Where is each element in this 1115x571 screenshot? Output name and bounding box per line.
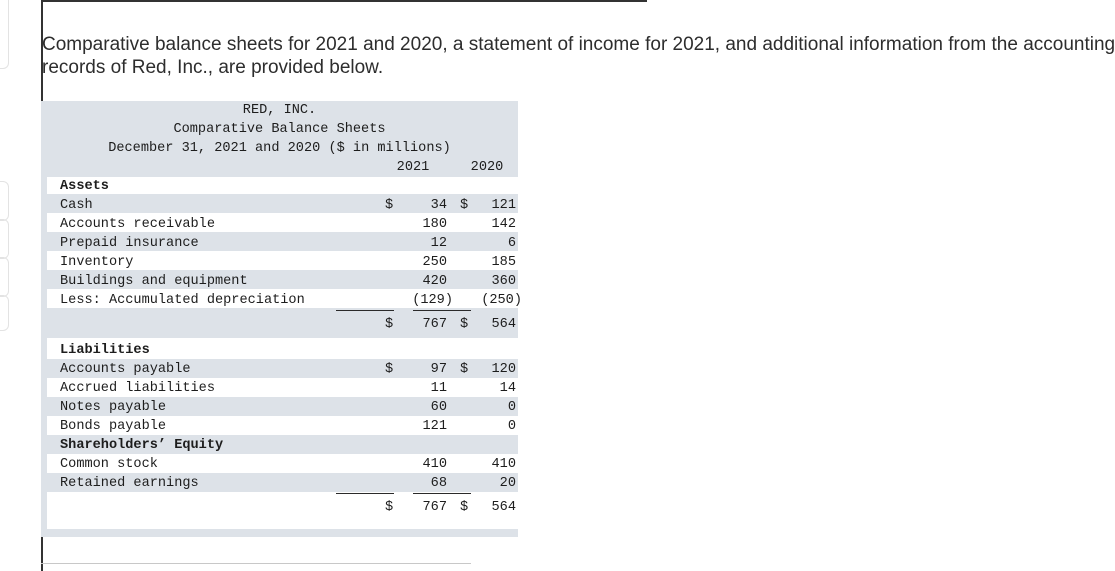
- dollar-sign: $: [385, 362, 394, 377]
- dollar-sign: $: [460, 317, 469, 332]
- value-2020: 0: [507, 419, 516, 434]
- column-header-2020: 2020: [470, 160, 504, 175]
- value-2020: 142: [491, 217, 516, 232]
- value-2021: 121: [422, 419, 447, 434]
- value-2021: 410: [422, 457, 447, 472]
- dollar-sign: $: [460, 362, 469, 377]
- table-row: [47, 379, 518, 398]
- row-label: Retained earnings: [60, 476, 199, 491]
- table-row: [47, 196, 518, 215]
- dollar-sign: $: [385, 500, 394, 515]
- dollar-sign: $: [385, 198, 394, 213]
- value-2021: 420: [422, 274, 447, 289]
- sheet-title: Comparative Balance Sheets: [173, 122, 386, 137]
- underline: [413, 310, 471, 311]
- value-2021: 11: [430, 381, 447, 396]
- sheet-date: December 31, 2021 and 2020 ($ in millions): [108, 141, 451, 156]
- dollar-sign: $: [460, 500, 469, 515]
- total-2020: 564: [491, 500, 516, 515]
- row-label: Prepaid insurance: [60, 236, 199, 251]
- value-2020: 0: [507, 400, 516, 415]
- row-label: Accounts receivable: [60, 217, 215, 232]
- row-label: Inventory: [60, 255, 134, 270]
- value-2020: (250): [481, 293, 522, 308]
- table-row: [47, 474, 518, 493]
- value-2021: 60: [430, 400, 447, 415]
- value-2020: 185: [491, 255, 516, 270]
- total-2021: 767: [422, 500, 447, 515]
- divider: [41, 563, 471, 564]
- side-tab[interactable]: [0, 219, 9, 259]
- value-2020: 121: [491, 198, 516, 213]
- table-row: [47, 215, 518, 234]
- table-row-total: [47, 498, 518, 517]
- dollar-sign: $: [385, 317, 394, 332]
- value-2021: 12: [430, 236, 447, 251]
- side-tab[interactable]: [0, 181, 9, 221]
- section-label: Assets: [60, 179, 109, 194]
- value-2020: 20: [499, 476, 516, 491]
- company-name: RED, INC.: [242, 103, 317, 118]
- underline: [413, 493, 471, 494]
- underline: [336, 493, 394, 494]
- table-row-total: [47, 315, 518, 334]
- value-2021: (129): [412, 293, 453, 308]
- row-label: Buildings and equipment: [60, 274, 248, 289]
- value-2021: 97: [430, 362, 447, 377]
- value-2021: 250: [422, 255, 447, 270]
- side-tab[interactable]: [0, 295, 9, 331]
- row-label: Accrued liabilities: [60, 381, 215, 396]
- total-2020: 564: [491, 317, 516, 332]
- table-row: [47, 398, 518, 417]
- table-row: [47, 253, 518, 272]
- section-heading-assets: [47, 177, 518, 196]
- section-heading-liabilities: [47, 341, 518, 360]
- value-2020: 410: [491, 457, 516, 472]
- section-label: Shareholders’ Equity: [60, 438, 224, 453]
- table-row: [47, 272, 518, 291]
- row-label: Cash: [60, 198, 93, 213]
- dollar-sign: $: [460, 198, 469, 213]
- table-row: [47, 455, 518, 474]
- table-row: [47, 360, 518, 379]
- total-2021: 767: [422, 317, 447, 332]
- question-text-line: Comparative balance sheets for 2021 and 2020, a statement of income for 2021, and additional information from the accounting: [42, 34, 1115, 55]
- row-label: Less: Accumulated depreciation: [60, 293, 305, 308]
- value-2020: 14: [499, 381, 516, 396]
- value-2020: 120: [491, 362, 516, 377]
- table-row: [47, 291, 522, 310]
- value-2021: 34: [430, 198, 447, 213]
- table-row: [47, 417, 518, 436]
- row-label: Common stock: [60, 457, 158, 472]
- value-2020: 6: [507, 236, 516, 251]
- section-label: Liabilities: [60, 343, 150, 358]
- question-text: [42, 33, 1115, 79]
- underline: [336, 310, 394, 311]
- value-2020: 360: [491, 274, 516, 289]
- value-2021: 68: [430, 476, 447, 491]
- value-2021: 180: [422, 217, 447, 232]
- row-label: Bonds payable: [60, 419, 167, 434]
- row-label: Accounts payable: [60, 362, 191, 377]
- side-panel-edge: [0, 0, 9, 69]
- question-text-line: records of Red, Inc., are provided below.: [42, 57, 384, 78]
- row-label: Notes payable: [60, 400, 167, 415]
- column-header-2021: 2021: [396, 160, 430, 175]
- side-tab[interactable]: [0, 257, 9, 297]
- table-row: [47, 234, 518, 253]
- section-heading-equity: [47, 436, 518, 455]
